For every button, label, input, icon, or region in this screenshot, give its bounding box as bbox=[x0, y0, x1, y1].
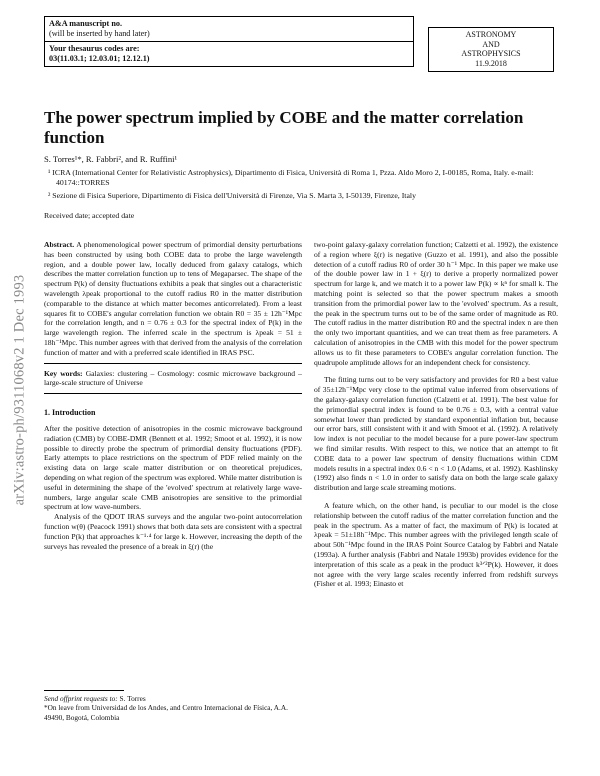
footnotes bbox=[44, 690, 302, 722]
manuscript-info bbox=[45, 17, 413, 42]
abstract-text: A phenomenological power spectrum of primordial density perturbations has been constructed by using both COBE data to probe the large wavelength region, and a double power law, locally deduced from galaxy catalogs, which describes the matter correlation function up to tens of Megaparsec. The shape of the spectrum P(k) of density fluctuations exhibits a peak that singles out a characteristic wavelength λpeak proportional to the cutoff radius R0 in the matter distribution (comparable to the distance at which matter becomes anticorrelated). From a least squares fit to COBE's angular correlation function we obtain R0 = 35 ± 12h⁻¹Mpc for the correlation length, and n = 0.76 ± 0.3 for the spectral index of P(k) in the large wavelength region. The inferred scale in the spectrum is λpeak = 51 ± 18h⁻¹Mpc. This number agrees with that derived from the analysis of the correlation function of matter and with a preferred scale identified in IRAS PSC. bbox=[44, 240, 302, 357]
intro-paragraph-2: Analysis of the QDOT IRAS surveys and the angular two-point autocorrelation function w(θ) (Peacock 1991) shows that both data sets are consistent with a spectral function P(k) that approaches k⁻¹·⁴ for large k. However, increasing the depth of the surveys has revealed the presence of a break in ξ(r) (the bbox=[44, 512, 302, 551]
affiliations bbox=[44, 168, 564, 204]
received-date: Received date; accepted date bbox=[44, 211, 135, 220]
affiliation-1: ¹ ICRA (International Center for Relativistic Astrophysics), Dipartimento di Fisica, Università di Roma 1, Pzza. Aldo Moro 2, I-00185, Roma, Italy. e-mail: 40174::TORRES bbox=[48, 168, 534, 187]
journal-line-3: ASTROPHYSICS bbox=[461, 49, 521, 59]
thesaurus-codes-label: Your thesaurus codes are: bbox=[49, 44, 140, 53]
keywords bbox=[44, 369, 302, 389]
keywords-label: Key words: bbox=[44, 368, 83, 378]
journal-line-1: ASTRONOMY bbox=[465, 30, 517, 39]
right-column bbox=[314, 240, 558, 589]
authors: S. Torres¹*, R. Fabbri², and R. Ruffini¹ bbox=[44, 154, 178, 164]
intro-paragraph-1: After the positive detection of anisotropies in the cosmic microwave background radiation (CMB) by COBE-DMR (Bennett et al. 1992; Smoot et al. 1992), it is now possible to directly probe the spectrum of primordial density fluctuations (PDF). Early attempts to place restrictions on the spectrum of PDF relied mainly on the existing data on large scale matter distribution or on theoretical prejudices, depending on what region of the spectrum was explored. While matter distribution is useful in determining the shape of the 'evolved' spectrum at relatively large wave-numbers, large angular scale CMB anisotropies are sensitive to the primordial spectrum at low wave-numbers. bbox=[44, 423, 302, 512]
manuscript-header-box bbox=[44, 16, 414, 67]
right-paragraph-1: two-point galaxy-galaxy correlation function; Calzetti et al. 1992), the existence of a region where ξ(r) is negative (Guzzo et al. 1991), and also the possible detection of a cutoff radius R0 of order 30 h⁻¹ Mpc. In this paper we make use of the double power law in 1 + ξ(r) to derive a properly normalized power spectrum for large k, and we match it to a power law P(k) ∝ kⁿ for small k. The matching point is selected so that the power spectrum makes a smooth transition from the primordial power law to the 'evolved' spectrum. As a result, the peak in the spectrum turns out to be of the same order of magnitude as R0. The cutoff radius in the matter distribution R0 and the spectral index n are then the only two important quantities, and we can treat them as free parameters. A calculation of anisotropies in the CMB with this model for the power spectrum allows us to fit these parameters to COBE's angular correlation function. The quadrupole amplitude allows for an independent check for consistency. bbox=[314, 240, 558, 367]
thesaurus-codes-value: 03(11.03.1; 12.03.01; 12.12.1) bbox=[49, 54, 150, 63]
footnote-offprint bbox=[44, 694, 302, 703]
right-paragraph-2: The fitting turns out to be very satisfactory and provides for R0 a best value of 35±12h⁻¹Mpc very close to the optimal value inferred from observations of the galaxy-galaxy correlation function (Calzetti et al. 1991). The best value for the primordial spectral index is found to be 0.76 ± 0.3, with a central value somewhat lower than predicted by standard exponential inflation but, because our error bars, still consistent with it and with Smoot et al. (1992). A relatively low index is not peculiar to the model because for a pure power-law spectrum we find similar results. With respect to this, we notice that an attempt to fit COBE data to a power law spectrum of density fluctuations within CDM models results in a spectral index 0.6 < n < 1.0 (Adams, et al. 1992). Kashlinsky (1992) also finds n < 1.0 in order to satisfy data on both the large scale galaxy distribution and large scale streaming motions. bbox=[314, 375, 558, 493]
journal-date: 11.9.2018 bbox=[475, 58, 507, 68]
manuscript-line-2: (will be inserted by hand later) bbox=[49, 29, 150, 38]
arxiv-stamp bbox=[8, 210, 32, 570]
journal-box bbox=[428, 27, 554, 72]
journal-line-2: AND bbox=[482, 39, 500, 49]
footnote-offprint-name: S. Torres bbox=[119, 694, 146, 703]
keywords-text: Galaxies: clustering – Cosmology: cosmic microwave background – large-scale structure of Universe bbox=[44, 368, 302, 388]
arxiv-id: arXiv:astro-ph/9311068v2 1 Dec 1993 bbox=[11, 274, 28, 506]
footnote-offprint-label: Send offprint requests to: bbox=[44, 694, 118, 703]
manuscript-line-1: A&A manuscript no. bbox=[49, 19, 123, 28]
thesaurus-codes bbox=[45, 42, 413, 66]
abstract bbox=[44, 240, 302, 358]
paper-title: The power spectrum implied by COBE and the matter correlation function bbox=[44, 108, 524, 147]
left-column bbox=[44, 240, 302, 551]
abstract-label: Abstract. bbox=[44, 240, 75, 249]
keywords-rule-bottom bbox=[44, 393, 302, 394]
right-paragraph-3: A feature which, on the other hand, is peculiar to our model is the close relationship between the cutoff radius of the matter correlation function and the peak in the spectrum. As a matter of fact, the maximum of P(k) is located at λpeak = 51±18h⁻¹Mpc. This number agrees with the privileged length scale of about 50h⁻¹Mpc found in the IRAS Point Source Catalog by Fabbri and Natale (1993a). A further analysis (Fabbri and Natale 1993b) provides evidence for the interpretation of this scale as a peak in the product k³ᐟ²P(k). However, it does not agree with the very large scales recently inferred from redshift surveys (Fisher et al. 1993; Einasto et bbox=[314, 500, 558, 589]
footnote-rule bbox=[44, 690, 124, 691]
keywords-rule-top bbox=[44, 363, 302, 364]
footnote-leave: *On leave from Universidad de los Andes, and Centro Internacional de Física, A.A. 49490, Bogotá, Colombia bbox=[44, 703, 288, 722]
affiliation-2: ² Sezione di Fisica Superiore, Dipartimento di Fisica dell'Università di Firenze, Via S. Marta 3, I-50139, Firenze, Italy bbox=[48, 191, 416, 200]
section-1-title: 1. Introduction bbox=[44, 408, 96, 418]
